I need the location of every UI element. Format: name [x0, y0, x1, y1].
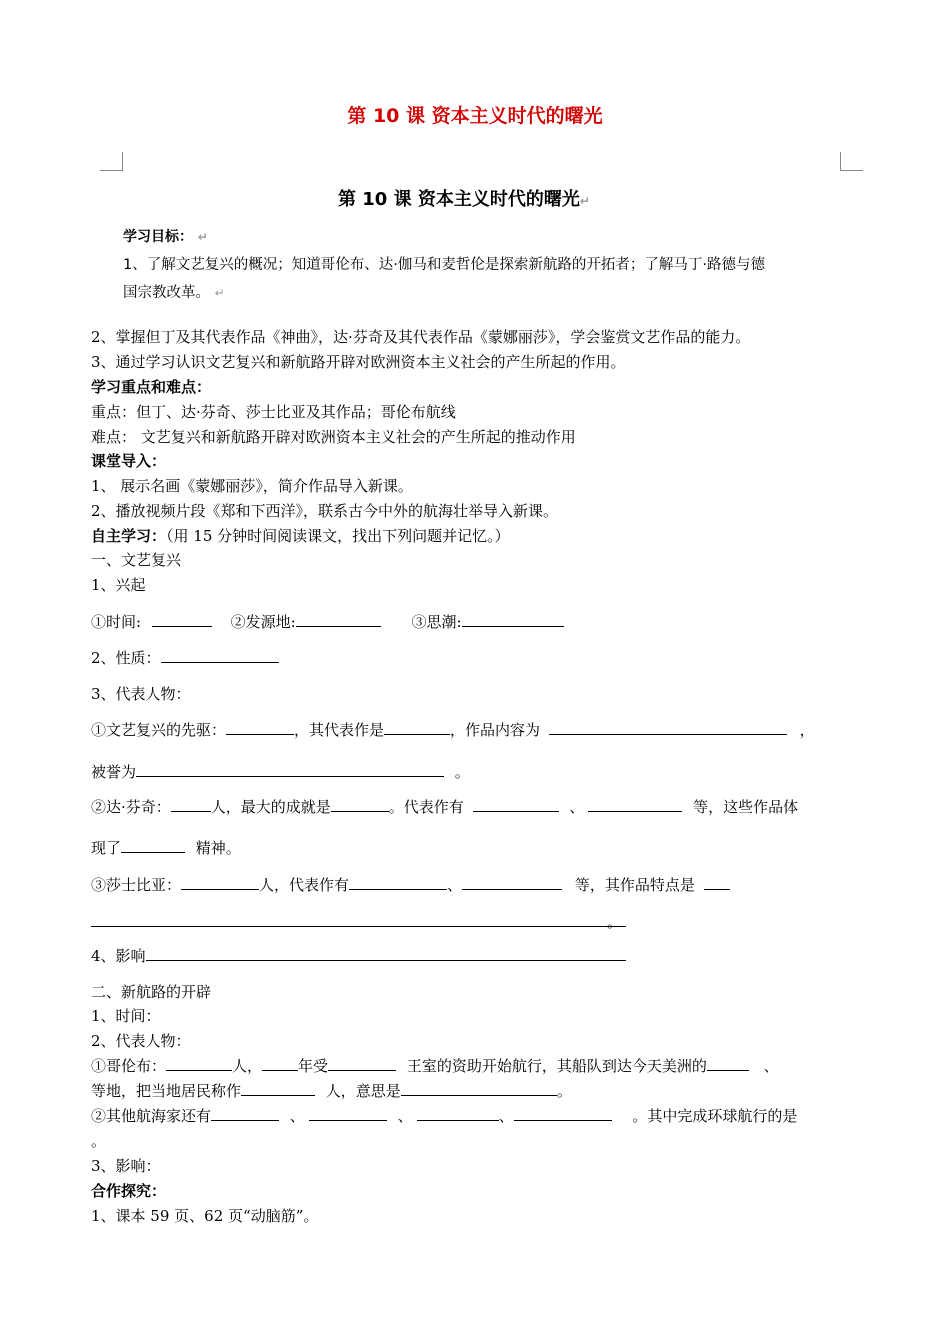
blank-columbus-year[interactable] [262, 1056, 298, 1071]
pioneer-praised: 被誉为 。 [91, 763, 470, 781]
blank-nature[interactable] [161, 648, 279, 663]
section-renaissance: 一、文艺复兴 [91, 551, 182, 569]
cooperation-1: 1、课本 59 页、62 页“动脑筋”。 [91, 1207, 319, 1225]
renaissance-nature: 2、性质： [91, 648, 279, 668]
key-points-label: 学习重点和难点： [91, 378, 212, 396]
blank-navigator-3[interactable] [417, 1106, 499, 1121]
blank-impact[interactable] [146, 946, 626, 961]
davinci-spirit: 现了 精神。 [91, 839, 241, 857]
blank-shakespeare-work1[interactable] [349, 875, 447, 890]
time-origin-thought: ①时间: ②发源地: ③思潮: [91, 612, 564, 632]
blank-davinci-spirit[interactable] [121, 838, 185, 853]
shakespeare-continued: 。 [91, 912, 622, 932]
difficulty: 难点： 文艺复兴和新航路开辟对欧洲资本主义社会的产生所起的推动作用 [91, 428, 576, 446]
blank-time[interactable] [152, 612, 212, 627]
self-study: 自主学习：（用 15 分钟时间阅读课文，找出下列问题并记忆。） [91, 527, 510, 545]
corner-mark-right [840, 152, 863, 171]
blank-davinci-work1[interactable] [473, 797, 559, 812]
intro-2: 2、播放视频片段《郑和下西洋》，联系古今中外的航海壮举导入新课。 [91, 502, 559, 520]
blank-pioneer-work[interactable] [384, 720, 450, 735]
key-points: 重点：但丁、达·芬奇、莎士比亚及其作品；哥伦布航线 [91, 403, 456, 421]
renaissance-rise: 1、兴起 [91, 576, 146, 594]
intro-label: 课堂导入： [91, 452, 167, 470]
blank-natives-name[interactable] [241, 1081, 315, 1096]
blank-navigator-1[interactable] [211, 1106, 279, 1121]
section-new-routes: 二、新航路的开辟 [91, 983, 212, 1001]
blank-praised-as[interactable] [136, 762, 444, 777]
blank-navigator-4[interactable] [514, 1106, 612, 1121]
blank-shakespeare-feature-cont[interactable] [91, 912, 607, 927]
objective-1-line2: 国宗教改革。 ↵ [123, 285, 225, 301]
blank-thought[interactable] [462, 612, 564, 627]
objective-2: 2、掌握但丁及其代表作品《神曲》，达·芬奇及其代表作品《蒙娜丽莎》，学会鉴赏文艺作品的能力。 [91, 328, 751, 346]
scan-title: 第 10 课 资本主义时代的曙光↵ [338, 189, 590, 210]
objective-3: 3、通过学习认识文艺复兴和新航路开辟对欧洲资本主义社会的产生所起的作用。 [91, 353, 626, 371]
shakespeare-line: ③莎士比亚： 人，代表作有 、 等，其作品特点是 [91, 875, 730, 895]
blank-columbus-royal[interactable] [328, 1056, 396, 1071]
pioneer-line: ①文艺复兴的先驱： ，其代表作是 ，作品内容为 ， [91, 721, 815, 739]
routes-time: 1、时间： [91, 1007, 161, 1025]
blank-columbus-arrival[interactable] [707, 1056, 749, 1071]
columbus-line: ①哥伦布： 人， 年受 王室的资助开始航行，其船队到达今天美洲的 、 [91, 1057, 779, 1075]
representative-figures: 3、代表人物： [91, 685, 191, 703]
blank-davinci-achievement[interactable] [331, 797, 389, 812]
davinci-line: ②达·芬奇： 人，最大的成就是 。代表作有 、 等，这些作品体 [91, 798, 799, 816]
page-title: 第 10 课 资本主义时代的曙光 [347, 105, 603, 127]
blank-shakespeare-work2[interactable] [462, 875, 562, 890]
blank-navigator-2[interactable] [309, 1106, 387, 1121]
blank-origin[interactable] [296, 612, 381, 627]
circumnavigation-end: 。 [91, 1132, 107, 1150]
blank-shakespeare-feature[interactable] [704, 875, 730, 890]
blank-work-content[interactable] [549, 720, 787, 735]
blank-columbus-nation[interactable] [166, 1056, 232, 1071]
blank-shakespeare-nation[interactable] [181, 875, 259, 890]
renaissance-impact: 4、影响 [91, 946, 626, 966]
cooperation-label: 合作探究： [91, 1182, 167, 1200]
columbus-line2: 等地，把当地居民称作 人，意思是 。 [91, 1082, 572, 1100]
routes-figures: 2、代表人物： [91, 1032, 191, 1050]
blank-davinci-work2[interactable] [588, 797, 682, 812]
blank-davinci-nation[interactable] [171, 797, 211, 812]
routes-impact: 3、影响： [91, 1157, 161, 1175]
rule-line [91, 926, 626, 927]
intro-1: 1、 展示名画《蒙娜丽莎》，简介作品导入新课。 [91, 477, 413, 495]
corner-mark-left [100, 152, 123, 171]
objectives-label: 学习目标： ↵ [123, 229, 208, 245]
blank-pioneer[interactable] [226, 720, 294, 735]
blank-natives-meaning[interactable] [401, 1081, 557, 1096]
other-navigators: ②其他航海家还有 、 、 、 。其中完成环球航行的是 [91, 1107, 798, 1125]
objective-1-line1: 1、了解文艺复兴的概况；知道哥伦布、达·伽马和麦哲伦是探索新航路的开拓者；了解马丁·路德与德 [123, 257, 765, 273]
